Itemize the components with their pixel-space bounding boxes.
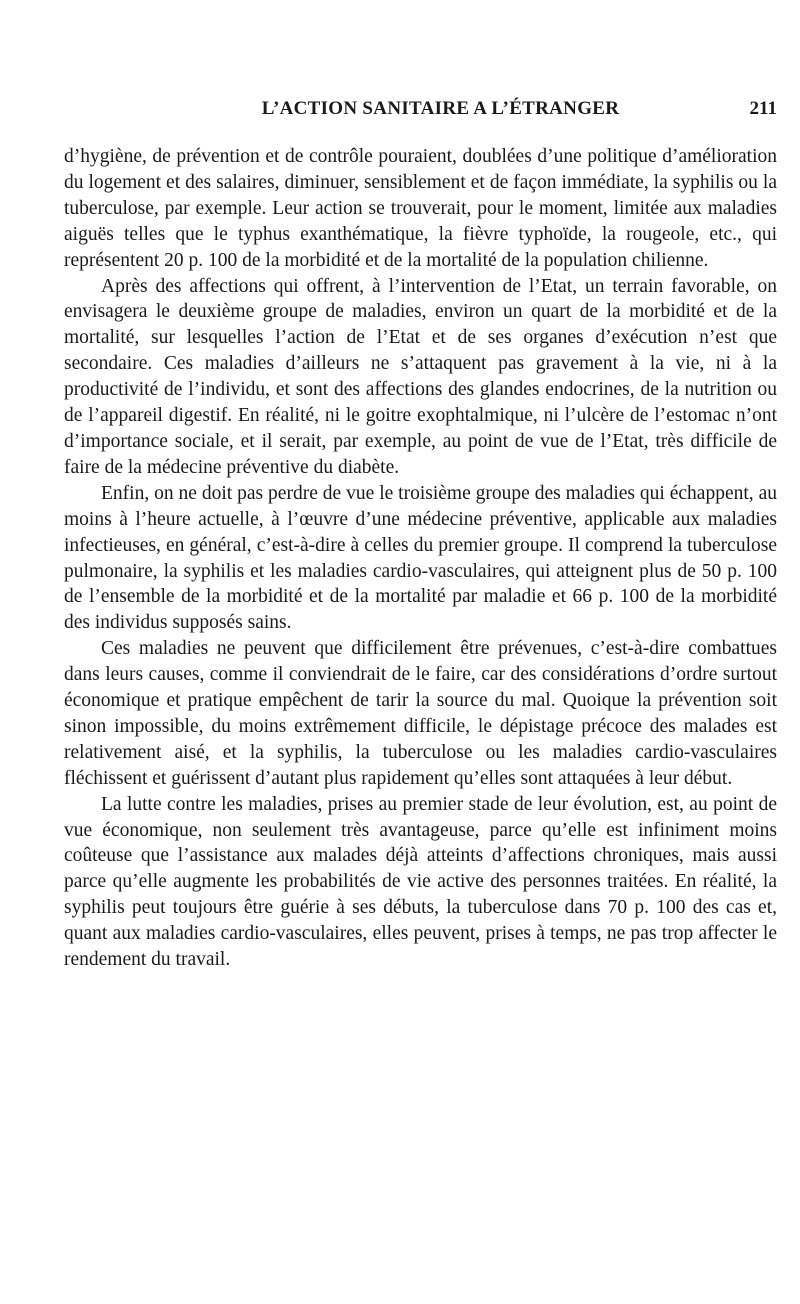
running-title: L’ACTION SANITAIRE A L’ÉTRANGER (261, 98, 620, 119)
paragraph: La lutte contre les maladies, prises au premier stade de leur évolution, est, au point de vue économique, non seulement très avantageuse, parce qu’elle est infiniment moins coûteuse que l’assistance aux malades déjà atteints d’affections chroniques, mais aussi parce qu’elle augmente les probabilités de vie active des personnes traitées. En réalité, la syphilis peut toujours être guérie à ses débuts, la tuberculose dans 70 p. 100 des cas et, quant aux maladies cardio-vasculaires, elles peuvent, prises à temps, ne pas trop affecter le rendement du travail. (64, 793, 777, 971)
page-number: 211 (749, 98, 777, 119)
book-page (64, 98, 777, 973)
running-head (64, 98, 777, 128)
paragraph-continuation: d’hygiène, de prévention et de contrôle pouraient, doublées d’une politique d’amélioration du logement et des salaires, diminuer, sensiblement et de façon immédiate, la syphilis ou la tuberculose, par exemple. Leur action se trouverait, pour le moment, limitée aux maladies aiguës telles que le typhus exanthématique, la fièvre typhoïde, la rougeole, etc., qui représentent 20 p. 100 de la morbidité et de la mortalité de la population chilienne. (64, 146, 777, 271)
paragraph: Enfin, on ne doit pas perdre de vue le troisième groupe des maladies qui échappent, au moins à l’heure actuelle, à l’œuvre d’une médecine préventive, applicable aux maladies infectieuses, en général, c’est-à-dire à celles du premier groupe. Il comprend la tuberculose pulmonaire, la syphilis et les maladies cardio-vasculaires, qui atteignent plus de 50 p. 100 de l’ensemble de la morbidité et de la mortalité par maladie et 66 p. 100 de la morbidité des individus supposés sains. (64, 482, 777, 634)
paragraph: Après des affections qui offrent, à l’intervention de l’Etat, un terrain favorable, on envisagera le deuxième groupe de maladies, environ un quart de la morbidité et de la mortalité, sur lesquelles l’action de l’Etat et de ses organes d’exécution n’est que secondaire. Ces maladies d’ailleurs ne s’attaquent pas gravement à la vie, ni à la productivité de l’individu, et sont des affections des glandes endocrines, de la nutrition ou de l’appareil digestif. En réalité, ni le goitre exophtalmique, ni l’ulcère de l’estomac n’ont d’importance sociale, et il serait, par exemple, au point de vue de l’Etat, très difficile de faire de la médecine préventive du diabète. (64, 275, 777, 478)
body-text (64, 144, 777, 973)
paragraph: Ces maladies ne peuvent que difficilement être prévenues, c’est-à-dire combattues dans leurs causes, comme il conviendrait de le faire, car des considérations d’ordre surtout économique et pratique empêchent de tarir la source du mal. Quoique la prévention soit sinon impossible, du moins extrêmement difficile, le dépistage précoce des malades est relativement aisé, et la syphilis, la tuberculose ou les maladies cardio-vasculaires fléchissent et guérissent d’autant plus rapidement qu’elles sont attaquées à leur début. (64, 638, 777, 789)
